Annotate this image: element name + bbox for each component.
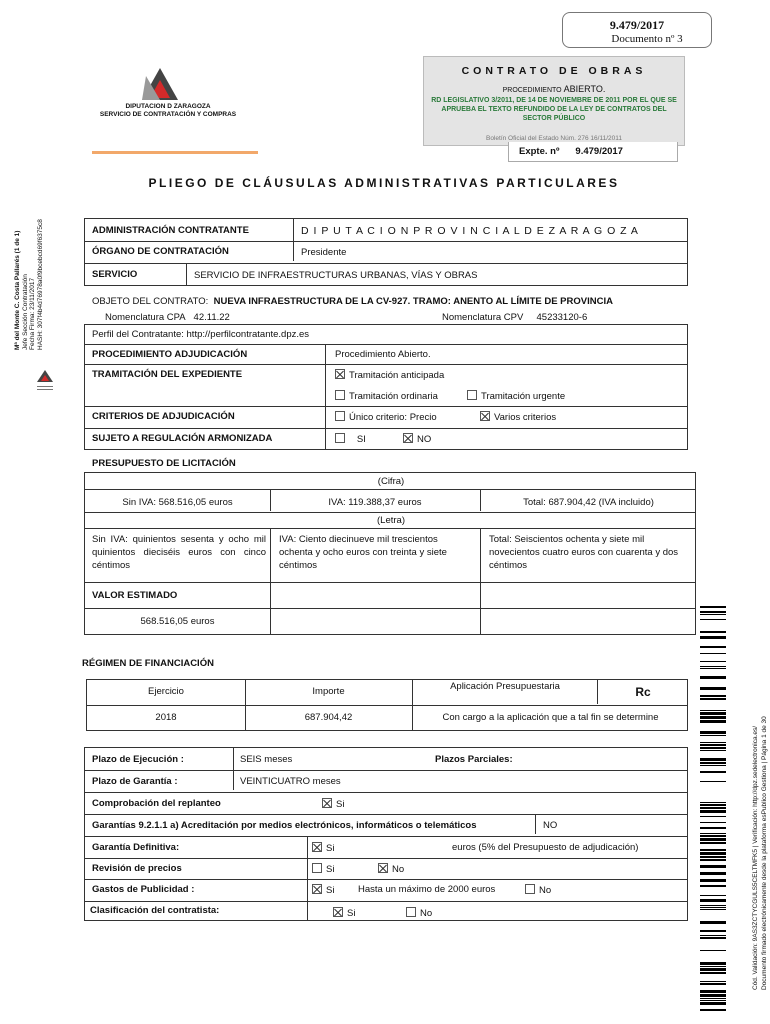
iva: IVA: 119.388,37 euros <box>328 497 422 508</box>
garantia-label: Plazo de Garantía : <box>92 776 178 787</box>
col-importe: Importe <box>312 686 345 697</box>
org-name: DIPUTACION D ZARAGOZA SERVICIO DE CONTRATACIÓN Y COMPRAS <box>99 103 237 118</box>
legal-reference: RD LEGISLATIVO 3/2011, DE 14 DE NOVIEMBRE DE 2011 POR EL QUE SE APRUEBA EL TEXTO REFUNDIDO DE LA LEY DE CONTRATOS DEL SECTOR PÚBLICO <box>431 97 677 122</box>
sin-iva: Sin IVA: 568.516,05 euros <box>122 497 233 508</box>
objeto-line: OBJETO DEL CONTRATO: NUEVA INFRAESTRUCTURA DE LA CV-927. TRAMO: ANENTO AL LÍMITE DE PROVINCIA <box>92 296 613 307</box>
checkbox-checked-icon[interactable] <box>312 842 322 852</box>
valor-label: VALOR ESTIMADO <box>92 590 178 601</box>
row-aplicacion: Con cargo a la aplicación que a tal fin se determine <box>442 712 659 723</box>
parciales-label: Plazos Parciales: <box>435 754 513 765</box>
row-ejercicio: 2018 <box>155 712 177 723</box>
procedure-section <box>84 324 688 450</box>
revision-label: Revisión de precios <box>92 863 182 874</box>
barcode-icon <box>700 606 726 1014</box>
sin-iva-letra: Sin IVA: quinientos sesenta y ocho mil quinientos dieciséis euros con cinco céntimos <box>92 534 266 571</box>
servicio-value: SERVICIO DE INFRAESTRUCTURAS URBANAS, VÍAS Y OBRAS <box>194 270 478 281</box>
diputacion-logo <box>140 66 180 104</box>
col-aplicacion: Aplicación Presupuestaria <box>450 681 560 692</box>
expediente-number: Expte. nº 9.479/2017 <box>508 142 678 162</box>
definitiva-euros: euros (5% del Presupuesto de adjudicación) <box>452 842 639 853</box>
revision-no: No <box>378 863 404 875</box>
cpa-line: Nomenclatura CPA 42.11.22 <box>105 312 230 323</box>
checkbox-icon[interactable] <box>335 433 345 443</box>
checkbox-icon[interactable] <box>525 884 535 894</box>
tram-ordinaria: Tramitación ordinaria <box>335 390 438 402</box>
checkbox-checked-icon[interactable] <box>312 884 322 894</box>
ejecucion-label: Plazo de Ejecución : <box>92 754 184 765</box>
crit-unico: Único criterio: Precio <box>335 411 437 423</box>
boletin-reference: Boletín Oficial del Estado Núm. 276 16/11/2011 <box>486 135 622 142</box>
document-number: 9.479/2017 <box>609 18 665 32</box>
checkbox-checked-icon[interactable] <box>335 369 345 379</box>
iva-letra: IVA: Ciento diecinueve mil trescientos ochenta y ocho euros con treinta y siete céntimos <box>279 534 447 571</box>
definitiva-si: Si <box>312 842 334 854</box>
sujeto-no: NO <box>403 433 431 445</box>
signature-stamp: Mª del Monte C. Costa Pallarés (1 de 1) Jefe Sección Contratación Fecha Firma: 23/11/2017 HASH: 307f4b4d76978a0f9bcebcd69f6375c8 <box>14 219 44 350</box>
replanteo-label: Comprobación del replanteo <box>92 798 221 809</box>
total-letra: Total: Seiscientos ochenta y siete mil novecientos cuatro euros con cuarenta y dos céntimos <box>489 534 679 571</box>
col-ejercicio: Ejercicio <box>148 686 184 697</box>
orange-divider <box>92 151 258 154</box>
cpv-line: Nomenclatura CPV 45233120-6 <box>442 312 588 323</box>
checkbox-checked-icon[interactable] <box>480 411 490 421</box>
crit-label: CRITERIOS DE ADJUDICACIÓN <box>92 411 235 422</box>
revision-si: Si <box>312 863 334 875</box>
garantias-value: NO <box>543 820 558 831</box>
contract-type-box <box>423 56 685 146</box>
ejecucion-value: SEIS meses <box>240 754 293 765</box>
clasif-si: Si <box>333 907 355 919</box>
admin-label: ADMINISTRACIÓN CONTRATANTE <box>92 225 249 236</box>
financiacion-table <box>86 679 688 731</box>
sujeto-label: SUJETO A REGULACIÓN ARMONIZADA <box>92 433 273 444</box>
garantia-value: VEINTICUATRO meses <box>240 776 341 787</box>
verification-text: Cód. Validación: 9AS3ZCTYCGULS5CELTMFK5 | Verificación: http://dpz.sedelectronica.es/ Documento firmado electrónicamente desde la plataforma esPublico Gestiona | Página 1 de 30 <box>752 716 768 990</box>
sujeto-si: SI <box>335 433 366 445</box>
checkbox-icon[interactable] <box>335 390 345 400</box>
letra-label: (Letra) <box>377 515 405 526</box>
presupuesto-table <box>84 472 696 635</box>
servicio-label: SERVICIO <box>92 269 138 280</box>
checkbox-checked-icon[interactable] <box>403 433 413 443</box>
admin-value: D I P U T A C I O N P R O V I N C I A L D E Z A R A G O Z A <box>301 225 639 237</box>
replanteo-si: Si <box>322 798 344 810</box>
small-logo-icon <box>36 368 54 396</box>
cifra-label: (Cifra) <box>377 476 405 487</box>
checkbox-icon[interactable] <box>467 390 477 400</box>
plazos-table <box>84 747 688 921</box>
checkbox-icon[interactable] <box>312 863 322 873</box>
crit-varios: Varios criterios <box>480 411 556 423</box>
publicidad-si: Si <box>312 884 334 896</box>
clasif-label: Clasificación del contratista: <box>90 905 220 916</box>
checkbox-checked-icon[interactable] <box>378 863 388 873</box>
publicidad-no: No <box>525 884 551 896</box>
checkbox-icon[interactable] <box>335 411 345 421</box>
proc-label: PROCEDIMIENTO ADJUDICACIÓN <box>92 349 248 360</box>
checkbox-checked-icon[interactable] <box>322 798 332 808</box>
row-importe: 687.904,42 <box>304 712 353 723</box>
clasif-no: No <box>406 907 432 919</box>
perfil-contratante: Perfil del Contratante: http://perfilcontratante.dpz.es <box>92 329 310 340</box>
checkbox-icon[interactable] <box>406 907 416 917</box>
garantias-label: Garantías 9.2.1.1 a) Acreditación por medios electrónicos, informáticos o telemáticos <box>92 820 477 831</box>
organo-label: ÓRGANO DE CONTRATACIÓN <box>92 246 229 257</box>
col-rc: Rc <box>635 685 651 699</box>
definitiva-label: Garantía Definitiva: <box>92 842 180 853</box>
contract-title: CONTRATO DE OBRAS <box>461 65 647 77</box>
proc-value: Procedimiento Abierto. <box>335 349 431 360</box>
tram-label: TRAMITACIÓN DEL EXPEDIENTE <box>92 369 243 380</box>
tram-urgente: Tramitación urgente <box>467 390 565 402</box>
page-title: PLIEGO DE CLÁUSULAS ADMINISTRATIVAS PARTICULARES <box>148 176 620 190</box>
valor-value: 568.516,05 euros <box>140 616 215 627</box>
publicidad-max: Hasta un máximo de 2000 euros <box>358 884 496 895</box>
document-label: Documento nº 3 <box>611 33 683 45</box>
document-number-box <box>562 12 712 48</box>
organo-value: Presidente <box>301 247 347 258</box>
checkbox-checked-icon[interactable] <box>333 907 343 917</box>
admin-section <box>84 218 688 286</box>
presupuesto-heading: PRESUPUESTO DE LICITACIÓN <box>92 458 236 469</box>
tram-anticipada: Tramitación anticipada <box>335 369 444 381</box>
financiacion-heading: RÉGIMEN DE FINANCIACIÓN <box>82 658 214 669</box>
procedure-line: PROCEDIMIENTO ABIERTO. <box>502 84 606 94</box>
publicidad-label: Gastos de Publicidad : <box>92 884 195 895</box>
total: Total: 687.904,42 (IVA incluido) <box>523 497 654 508</box>
